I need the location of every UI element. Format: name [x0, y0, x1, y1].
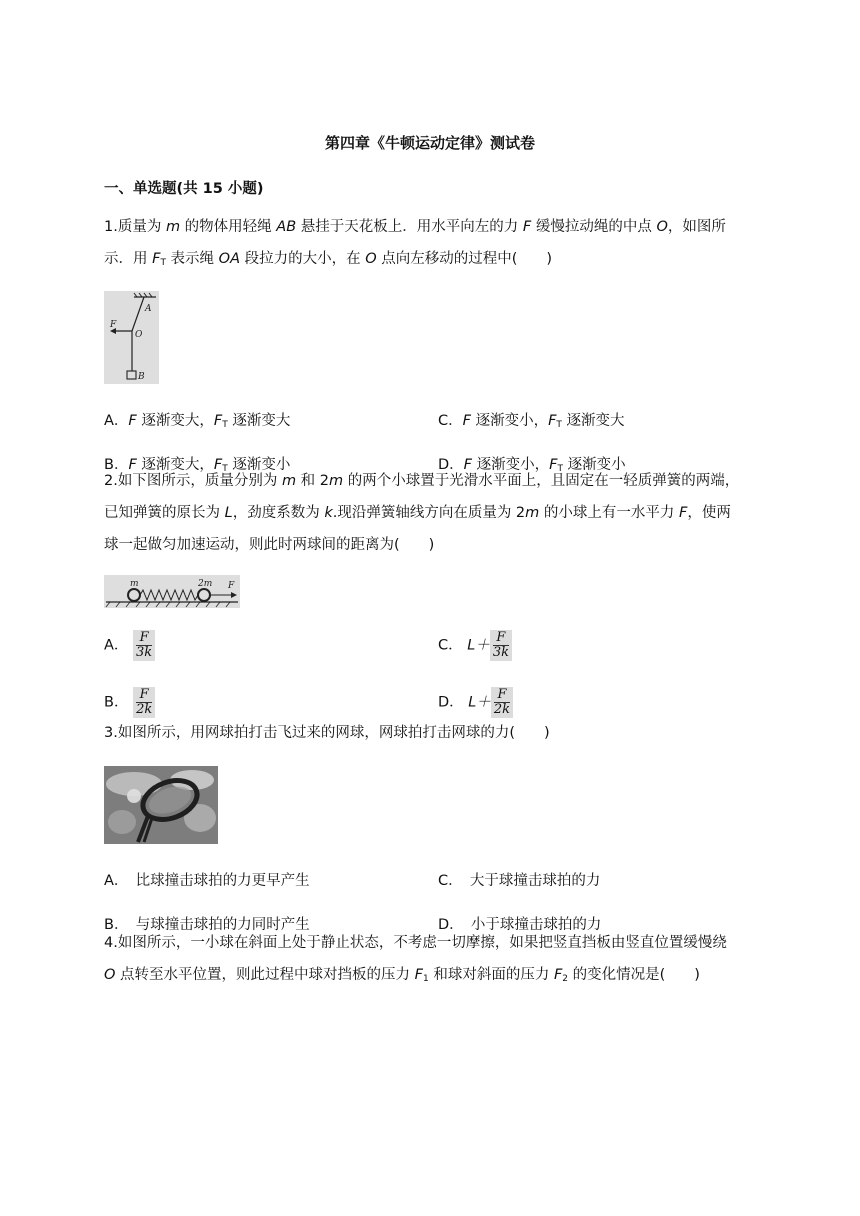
- label-2m: 2m: [198, 579, 213, 589]
- fraction: $\frac{F}{3k}$: [490, 630, 512, 661]
- question-2-option-a[interactable]: A． $\frac{F}{3k}$: [104, 630, 155, 661]
- question-3-option-b[interactable]: B． 与球撞击球拍的力同时产生: [104, 917, 310, 933]
- fraction: $\frac{F}{2k}$: [133, 687, 155, 718]
- question-3-figure: [104, 766, 218, 844]
- document-title: 第四章《牛顿运动定律》测试卷: [324, 134, 535, 152]
- question-3-line-1: 3.如图所示，用网球拍打击飞过来的网球，网球拍打击网球的力( ): [104, 725, 550, 741]
- spring-diagram: [104, 575, 240, 608]
- label-o: O: [135, 330, 143, 340]
- question-1-option-b[interactable]: B．F 逐渐变大，$F_T$ 逐渐变小: [104, 457, 291, 474]
- question-3-option-c[interactable]: C． 大于球撞击球拍的力: [438, 873, 601, 889]
- section-heading: 一、单选题(共 15 小题): [104, 181, 264, 197]
- label-f: F: [228, 581, 235, 591]
- question-2-line-3: 球一起做匀加速运动，则此时两球间的距离为( ): [104, 537, 435, 553]
- question-2-option-c[interactable]: C． $L+\frac{F}{3k}$: [438, 630, 512, 661]
- fraction: $\frac{F}{2k}$: [491, 687, 513, 718]
- question-2-text: [104, 465, 756, 561]
- question-1-figure: [104, 291, 159, 384]
- label-m: m: [130, 579, 139, 589]
- question-1-line-2: 示．用 $F_T$ 表示绳 OA 段拉力的大小，在 O 点向左移动的过程中( ): [104, 251, 553, 268]
- question-1-line-1: 1.质量为 m 的物体用轻绳 AB 悬挂于天花板上．用水平向左的力 F 缓慢拉动绳的中点 O，如图所: [104, 219, 726, 235]
- label-f: F: [110, 320, 117, 330]
- rope-diagram: [104, 291, 159, 384]
- question-1-option-d[interactable]: D．F 逐渐变小，$F_T$ 逐渐变小: [438, 457, 626, 474]
- question-4-line-1: 4.如图所示，一小球在斜面上处于静止状态，不考虑一切摩擦，如果把竖直挡板由竖直位置缓慢绕: [104, 935, 727, 951]
- fraction: $\frac{F}{3k}$: [133, 630, 155, 661]
- question-4-text: [104, 927, 756, 995]
- question-4-line-2: O 点转至水平位置，则此过程中球对挡板的压力 $F_1$ 和球对斜面的压力 $F_2$ 的变化情况是( ): [104, 967, 700, 984]
- question-3-option-d[interactable]: D． 小于球撞击球拍的力: [438, 917, 602, 933]
- question-1-option-c[interactable]: C．F 逐渐变小，$F_T$ 逐渐变大: [438, 413, 625, 430]
- question-2-option-d[interactable]: D． $L+\frac{F}{2k}$: [438, 687, 513, 718]
- question-2-line-2: 已知弹簧的原长为 L，劲度系数为 k.现沿弹簧轴线方向在质量为 2m 的小球上有一水平力 F，使两: [104, 505, 731, 521]
- question-2-figure: [104, 575, 240, 608]
- question-2-option-b[interactable]: B． $\frac{F}{2k}$: [104, 687, 155, 718]
- question-1-text: [104, 211, 756, 279]
- tennis-racket-photo: [104, 766, 218, 844]
- label-b: B: [138, 372, 145, 382]
- question-1-option-a[interactable]: A．F 逐渐变大，$F_T$ 逐渐变大: [104, 413, 291, 430]
- question-3-option-a[interactable]: A． 比球撞击球拍的力更早产生: [104, 873, 310, 889]
- question-3-text: [104, 717, 756, 749]
- question-2-line-1: 2.如下图所示，质量分别为 m 和 2m 的两个小球置于光滑水平面上，且固定在一轻质弹簧的两端，: [104, 473, 740, 489]
- label-a: A: [145, 304, 152, 314]
